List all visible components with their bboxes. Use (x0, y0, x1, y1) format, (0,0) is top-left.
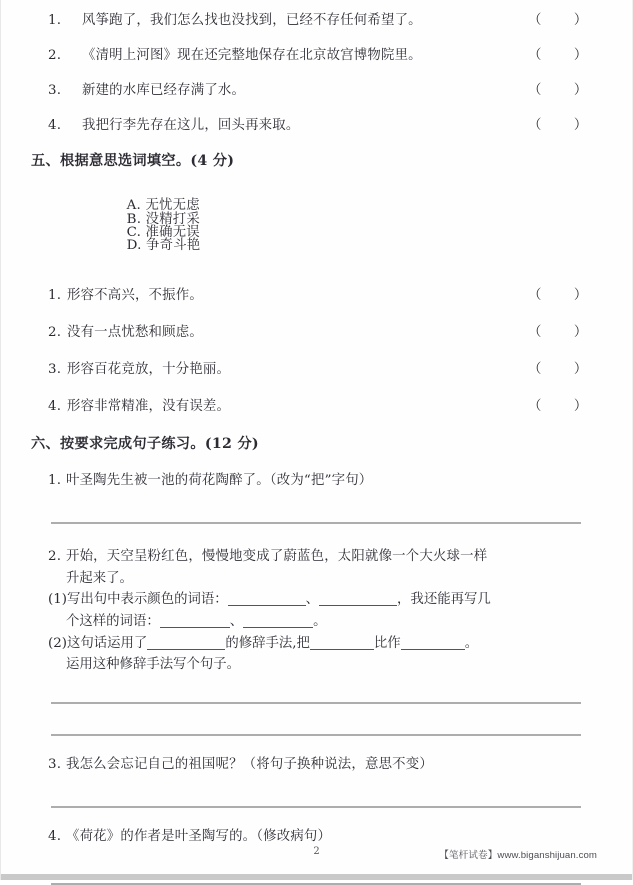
question-2 (48, 546, 594, 736)
section-six-heading: 六、按要求完成句子练习。(12 分) (31, 435, 259, 452)
sub-item-label: (1) (48, 592, 67, 608)
item-text: 形容非常精准，没有误差。 (67, 398, 231, 414)
spacer (48, 776, 594, 806)
item-number: 2. (48, 47, 62, 63)
section-four-continued-list (48, 0, 594, 132)
spacer (48, 492, 594, 522)
spacer (48, 704, 594, 734)
section-six (31, 435, 594, 885)
sub-1-line-2-prefix: 个这样的词语： (66, 613, 160, 629)
item-number: 4. (48, 828, 62, 844)
answer-parenthesis[interactable]: （ ） (528, 13, 589, 28)
fill-blank[interactable] (319, 605, 397, 606)
page-number: 2 (313, 846, 320, 857)
answer-parenthesis[interactable]: （ ） (528, 398, 589, 414)
question-1-prompt (48, 470, 594, 492)
item-text: 形容不高兴，不振作。 (67, 288, 203, 304)
item-number: 2. (48, 325, 62, 341)
section-five (31, 152, 594, 414)
sub-1-separator: 、 (305, 592, 320, 608)
question-2-sub-1-line-2 (66, 611, 594, 633)
item-number: 1. (48, 473, 62, 489)
item-number: 4. (48, 398, 62, 414)
item-number: 3. (48, 757, 62, 773)
list-item (48, 400, 594, 413)
answer-parenthesis[interactable]: （ ） (528, 82, 589, 98)
item-text: 开始，天空呈粉红色，慢慢地变成了蔚蓝色，太阳就像一个大火球一样 (66, 548, 488, 564)
sub-2-text-part-4: 。 (464, 635, 479, 651)
list-item (48, 14, 594, 27)
fill-blank[interactable] (310, 649, 374, 650)
option-b[interactable]: B. 没精打采 (126, 211, 200, 227)
sub-item-body (67, 589, 594, 611)
fill-blank[interactable] (243, 627, 313, 628)
fill-blank[interactable] (228, 605, 306, 606)
item-text: 没有一点忧愁和顾虑。 (67, 325, 203, 341)
spacer (48, 524, 594, 546)
item-number: 1. (48, 288, 62, 304)
sub-2-text-part-3: 比作 (373, 635, 401, 651)
item-text: 风筝跑了，我们怎么找也没找到，已经不存任何希望了。 (82, 13, 422, 28)
item-text: 我怎么会忘记自己的祖国呢？（将句子换种说法，意思不变） (66, 757, 433, 773)
fill-blank[interactable] (401, 649, 465, 650)
item-number: 4. (48, 117, 62, 133)
item-text: 叶圣陶先生被一池的荷花陶醉了。（改为“把”字句） (66, 473, 373, 489)
option-c[interactable]: C. 准确无误 (126, 225, 200, 241)
list-item (48, 119, 594, 132)
section-five-option-bank (91, 186, 594, 266)
option-d[interactable]: D. 争奇斗艳 (126, 238, 201, 254)
question-2-prompt-line-2: 升起来了。 (66, 570, 133, 586)
question-2-sub-2-line-2: 运用这种修辞手法写个句子。 (66, 657, 241, 673)
question-2-prompt-line-1 (48, 546, 594, 568)
page-bottom-rule (1, 874, 632, 880)
item-text: 新建的水库已经存满了水。 (82, 82, 246, 98)
spacer (48, 736, 594, 754)
answer-parenthesis[interactable]: （ ） (528, 288, 589, 304)
sub-item-label: (2) (48, 635, 67, 651)
section-five-heading: 五、根据意思选词填空。(4 分) (31, 152, 235, 169)
question-4-prompt (48, 826, 594, 848)
list-item (48, 289, 594, 302)
item-number: 2. (48, 548, 62, 564)
list-item (48, 363, 594, 376)
item-text: 我把行李先存在这儿，回头再来取。 (82, 117, 300, 133)
fill-blank[interactable] (147, 649, 225, 650)
item-text: 《荷花》的作者是叶圣陶写的。（修改病句） (66, 828, 332, 844)
spacer (48, 808, 594, 826)
item-number: 3. (48, 362, 62, 378)
sub-1-separator-2: 、 (229, 613, 244, 629)
list-item (48, 84, 594, 97)
answer-parenthesis[interactable]: （ ） (528, 47, 589, 63)
sub-1-text-part-2: ，我还能再写几 (397, 592, 491, 608)
answer-parenthesis[interactable]: （ ） (528, 362, 589, 378)
sub-1-line-2-suffix: 。 (313, 613, 327, 629)
spacer (48, 676, 594, 702)
item-text: 《清明上河图》现在还完整地保存在北京故宫博物院里。 (82, 47, 422, 63)
question-3 (48, 754, 594, 808)
sub-1-text-part-1: 写出句中表示颜色的词语： (66, 592, 228, 608)
answer-parenthesis[interactable]: （ ） (528, 325, 589, 341)
sub-2-text-part-2: 的修辞手法,把 (225, 635, 310, 651)
list-item (48, 326, 594, 339)
sub-2-text-part-1: 这句话运用了 (66, 635, 148, 651)
answer-parenthesis[interactable]: （ ） (528, 117, 589, 133)
item-text: 形容百花竞放，十分艳丽。 (67, 362, 231, 378)
question-1 (48, 470, 594, 524)
list-item (48, 49, 594, 62)
section-five-items (48, 289, 594, 413)
question-2-sub-2 (48, 633, 594, 655)
item-number: 3. (48, 82, 62, 98)
sub-item-body (67, 633, 594, 655)
item-number: 1. (48, 13, 62, 28)
page-content (31, 0, 594, 885)
option-a[interactable]: A. 无忧无虑 (126, 198, 200, 214)
watermark-text: 【笔杆试卷】www.biganshijuan.com (439, 850, 597, 861)
fill-blank[interactable] (160, 627, 230, 628)
page-footer (1, 846, 632, 862)
question-3-prompt (48, 754, 594, 776)
question-2-sub-1 (48, 589, 594, 611)
